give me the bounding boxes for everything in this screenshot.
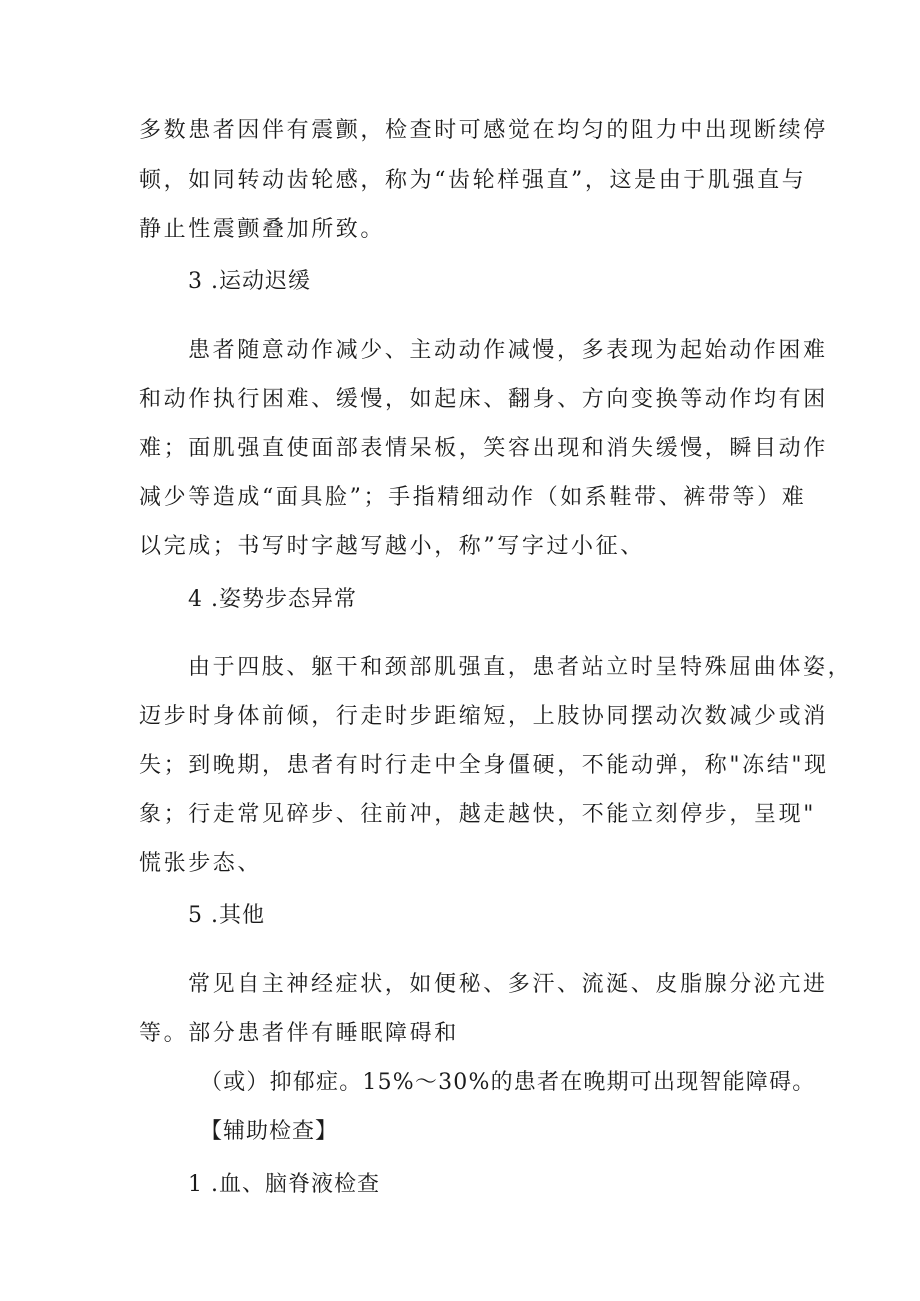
paragraph-line: 减少等造成“面具脸”；手指精细动作（如系鞋带、裤带等）难 xyxy=(139,485,807,510)
paragraph-line: 患者随意动作减少、主动动作减慢，多表现为起始动作困难 xyxy=(188,338,828,363)
section-heading-auxiliary-exam: 【辅助检查】 xyxy=(200,1119,339,1144)
paragraph-line: 等。部分患者伴有睡眠障碍和 xyxy=(139,1021,459,1046)
paragraph-line: 象；行走常见碎步、往前冲，越走越快，不能立刻停步，呈现" xyxy=(139,802,816,827)
paragraph-line: 以完成；书写时字越写越小，称”写字过小征、 xyxy=(139,534,645,559)
paragraph-line: 和动作执行困难、缓慢，如起床、翻身、方向变换等动作均有困 xyxy=(139,387,828,412)
paragraph-line: （或）抑郁症。15%～30%的患者在晚期可出现智能障碍。 xyxy=(200,1070,816,1095)
section-heading-5: 5 .其他 xyxy=(188,903,265,928)
paragraph-line: 静止性震颤叠加所致。 xyxy=(139,217,386,242)
paragraph-line: 迈步时身体前倾，行走时步距缩短，上肢协同摆动次数减少或消 xyxy=(139,704,828,729)
subsection-heading-1: 1 .血、脑脊液检查 xyxy=(188,1172,380,1197)
paragraph-line: 多数患者因伴有震颤，检查时可感觉在均匀的阻力中出现断续停 xyxy=(139,118,828,143)
paragraph-line: 难；面肌强直使面部表情呆板，笑容出现和消失缓慢，瞬目动作 xyxy=(139,436,828,461)
paragraph-line: 顿，如同转动齿轮感，称为“齿轮样强直”，这是由于肌强直与 xyxy=(139,168,807,193)
paragraph-line: 由于四肢、躯干和颈部肌强直，患者站立时呈特殊屈曲体姿， xyxy=(188,655,853,680)
paragraph-line: 慌张步态、 xyxy=(139,851,263,876)
paragraph-line: 失；到晚期，患者有时行走中全身僵硬，不能动弹，称"冻结"现 xyxy=(139,753,829,778)
section-heading-4: 4 .姿势步态异常 xyxy=(188,587,357,612)
section-heading-3: 3 .运动迟缓 xyxy=(188,269,311,294)
paragraph-line: 常见自主神经症状，如便秘、多汗、流涎、皮脂腺分泌亢进 xyxy=(188,972,828,997)
